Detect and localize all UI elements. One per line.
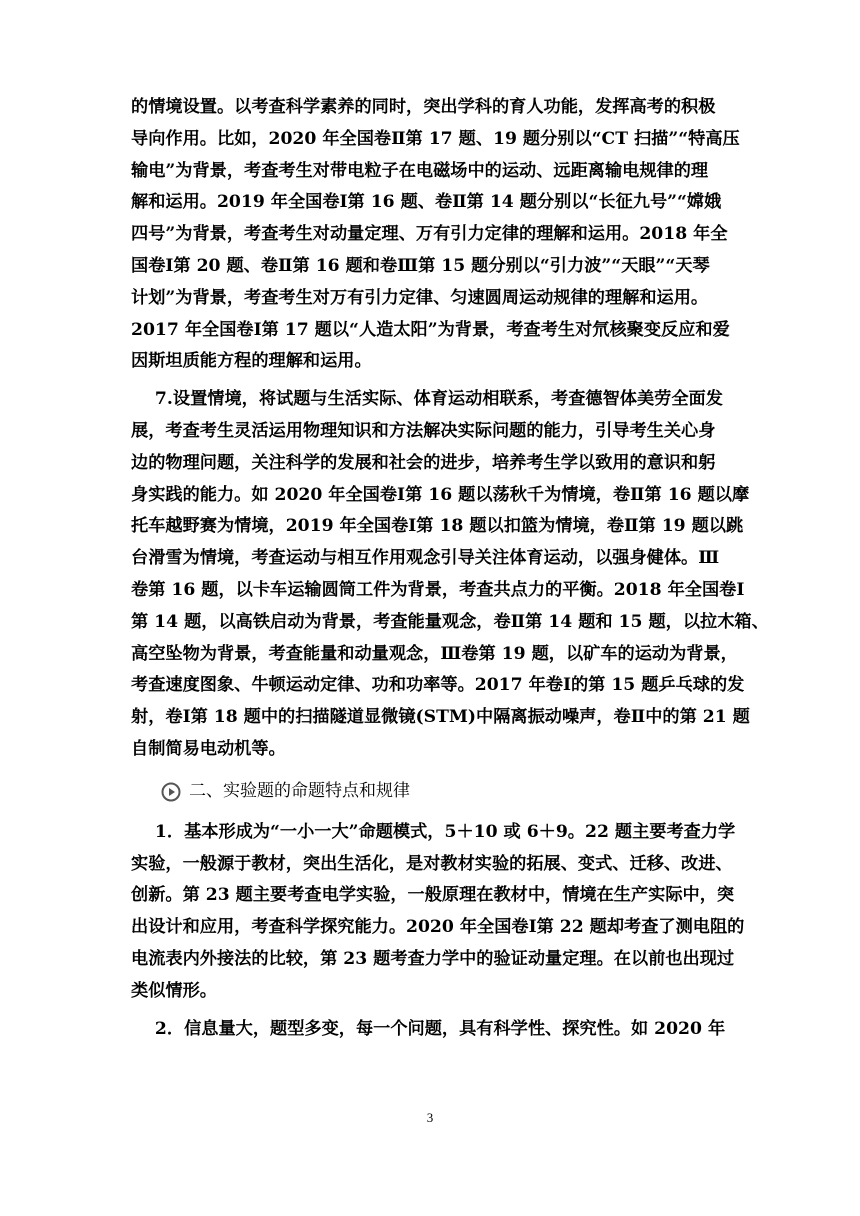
text-line: 托车越野赛为情境，2019 年全国卷Ⅰ第 18 题以扣篮为情境，卷Ⅱ第 19 题以跳 bbox=[131, 516, 744, 537]
text-line: 高空坠物为背景，考查能量和动量观念，Ⅲ卷第 19 题，以矿车的运动为背景， bbox=[131, 643, 738, 664]
text-line: 考查速度图象、牛顿运动定律、功和功率等。2017 年卷Ⅰ的第 15 题乒乓球的发 bbox=[131, 675, 745, 696]
text-line: 7.设置情境，将试题与生活实际、体育运动相联系，考查德智体美劳全面发 bbox=[131, 389, 723, 410]
text-line: 因斯坦质能方程的理解和运用。 bbox=[131, 351, 372, 372]
text-line: 的情境设置。以考查科学素养的同时，突出学科的育人功能，发挥高考的积极 bbox=[131, 97, 716, 117]
text-line: 导向作用。比如，2020 年全国卷Ⅱ第 17 题、19 题分别以“CT 扫描”“特高压 bbox=[131, 128, 740, 149]
text-line: 展，考查考生灵活运用物理知识和方法解决实际问题的能力，引导考生关心身 bbox=[131, 420, 716, 441]
text-line: 2017 年全国卷Ⅰ第 17 题以“人造太阳”为背景，考查考生对氘核聚变反应和爱 bbox=[131, 319, 730, 340]
paragraph-3 bbox=[131, 817, 745, 1008]
text-line: 射，卷Ⅰ第 18 题中的扫描隧道显微镜(STM)中隔离振动噪声，卷Ⅱ中的第 21 题 bbox=[131, 707, 750, 728]
text-line: 创新。第 23 题主要考查电学实验，一般原理在教材中，情境在生产实际中，突 bbox=[131, 885, 735, 906]
text-line: 四号”为背景，考查考生对动量定理、万有引力定律的理解和运用。2018 年全 bbox=[131, 224, 728, 245]
section-heading bbox=[131, 775, 731, 807]
paragraph-1 bbox=[131, 92, 740, 378]
text-line: 身实践的能力。如 2020 年全国卷Ⅰ第 16 题以荡秋千为情境，卷Ⅱ第 16 题以摩 bbox=[131, 484, 750, 505]
paragraph-2 bbox=[131, 384, 769, 766]
text-line: 台滑雪为情境，考查运动与相互作用观念引导关注体育运动，以强身健体。Ⅲ bbox=[131, 548, 720, 569]
page-number: 3 bbox=[426, 1110, 434, 1125]
text-line: 电流表内外接法的比较，第 23 题考查力学中的验证动量定理。在以前也出现过 bbox=[131, 948, 735, 969]
text-line: 边的物理问题，关注科学的发展和社会的进步，培养考生学以致用的意识和躬 bbox=[131, 452, 716, 473]
text-line: 实验，一般源于教材，突出生活化，是对教材实验的拓展、变式、迁移、改进、 bbox=[131, 853, 733, 874]
text-line: 卷第 16 题，以卡车运输圆筒工件为背景，考查共点力的平衡。2018 年全国卷Ⅰ bbox=[131, 579, 745, 600]
text-line: 2．信息量大，题型多变，每一个问题，具有科学性、探究性。如 2020 年 bbox=[131, 1018, 726, 1039]
text-line: 第 14 题，以高铁启动为背景，考查能量观念，卷Ⅱ第 14 题和 15 题，以拉木箱、 bbox=[131, 611, 769, 632]
text-line: 输电”为背景，考查考生对带电粒子在电磁场中的运动、远距离输电规律的理 bbox=[131, 160, 709, 181]
text-line: 自制简易电动机等。 bbox=[131, 738, 286, 759]
text-line: 解和运用。2019 年全国卷Ⅰ第 16 题、卷Ⅱ第 14 题分别以“长征九号”“嫦娥 bbox=[131, 192, 722, 213]
text-line: 出设计和应用，考查科学探究能力。2020 年全国卷Ⅰ第 22 题却考查了测电阻的 bbox=[131, 917, 745, 938]
document-body bbox=[131, 92, 769, 1045]
text-line: 类似情形。 bbox=[131, 980, 217, 1001]
text-line: 国卷Ⅰ第 20 题、卷Ⅱ第 16 题和卷Ⅲ第 15 题分别以“引力波”“天眼”“天琴 bbox=[131, 255, 710, 276]
text-line: 计划”为背景，考查考生对万有引力定律、匀速圆周运动规律的理解和运用。 bbox=[131, 287, 709, 308]
section-title: 二、实验题的命题特点和规律 bbox=[189, 780, 410, 801]
play-circle-icon bbox=[161, 781, 181, 801]
text-line: 1．基本形成为“一小一大”命题模式，5＋10 或 6＋9。22 题主要考查力学 bbox=[131, 821, 736, 842]
paragraph-4 bbox=[131, 1014, 731, 1046]
